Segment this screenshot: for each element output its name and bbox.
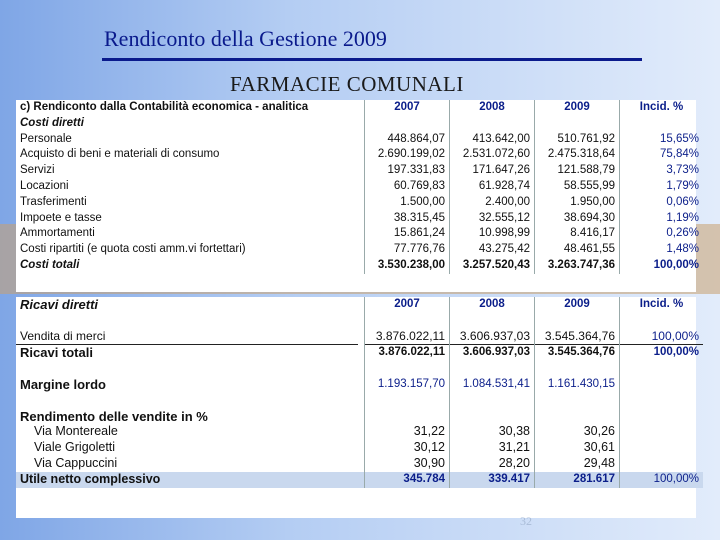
cost-2009: 38.694,30 xyxy=(535,211,620,227)
revenues-table xyxy=(16,297,703,488)
yield-2009: 29,48 xyxy=(535,456,620,472)
yield-label: Viale Grigoletti xyxy=(34,440,116,455)
cost-2008: 171.647,26 xyxy=(450,163,535,179)
cost-2009: 1.950,00 xyxy=(535,195,620,211)
cost-2008: 2.400,00 xyxy=(450,195,535,211)
yield-2007: 30,90 xyxy=(365,456,450,472)
cost-incid: 3,73% xyxy=(620,163,704,179)
cost-2008: 43.275,42 xyxy=(450,242,535,258)
net-profit-2007: 345.784 xyxy=(365,472,450,488)
revenues-total-2007: 3.876.022,11 xyxy=(365,345,450,361)
cost-2008: 10.998,99 xyxy=(450,226,535,242)
cost-2009: 121.588,79 xyxy=(535,163,620,179)
net-profit-2009: 281.617 xyxy=(535,472,620,488)
costs-total-2008: 3.257.520,43 xyxy=(450,258,535,274)
margin-2009: 1.161.430,15 xyxy=(535,377,620,393)
cost-row xyxy=(16,163,703,179)
margin-label: Margine lordo xyxy=(20,376,106,392)
cost-label: Impoete e tasse xyxy=(20,211,102,224)
cost-2008: 413.642,00 xyxy=(450,132,535,148)
cost-incid: 0,26% xyxy=(620,226,704,242)
cost-label: Trasferimenti xyxy=(20,195,87,208)
cost-incid: 1,19% xyxy=(620,211,704,227)
rev-col-header-2009: 2009 xyxy=(535,297,620,313)
revenues-total-2008: 3.606.937,03 xyxy=(450,345,535,361)
cost-2007: 77.776,76 xyxy=(365,242,450,258)
revenues-heading-row xyxy=(16,297,703,313)
costs-total-2009: 3.263.747,36 xyxy=(535,258,620,274)
col-header-2009: 2009 xyxy=(535,100,620,116)
cost-2007: 448.864,07 xyxy=(365,132,450,148)
cost-2007: 1.500,00 xyxy=(365,195,450,211)
costs-total-label: Costi totali xyxy=(20,258,80,271)
rev-col-header-incid: Incid. % xyxy=(620,297,704,313)
revenues-table-panel xyxy=(16,297,699,518)
rev-col-header-2008: 2008 xyxy=(450,297,535,313)
cost-label: Ammortamenti xyxy=(20,227,95,240)
yield-2009: 30,26 xyxy=(535,424,620,440)
cost-row xyxy=(16,179,703,195)
cost-2009: 8.416,17 xyxy=(535,226,620,242)
cost-2008: 32.555,12 xyxy=(450,211,535,227)
page-number: 32 xyxy=(520,514,532,528)
yield-2008: 31,21 xyxy=(450,440,535,456)
cost-row xyxy=(16,211,703,227)
yield-row xyxy=(16,424,703,440)
yield-row xyxy=(16,456,703,472)
cost-incid: 15,65% xyxy=(620,132,704,148)
costs-total-row xyxy=(16,258,703,274)
cost-2007: 38.315,45 xyxy=(365,211,450,227)
cost-row xyxy=(16,242,703,258)
cost-2009: 48.461,55 xyxy=(535,242,620,258)
cost-2007: 60.769,83 xyxy=(365,179,450,195)
net-profit-2008: 339.417 xyxy=(450,472,535,488)
revenues-total-incid: 100,00% xyxy=(620,345,704,361)
revenues-total-label: Ricavi totali xyxy=(16,345,358,361)
yield-incid xyxy=(620,440,704,456)
cost-row xyxy=(16,195,703,211)
sales-incid: 100,00% xyxy=(620,329,704,345)
costs-table xyxy=(16,100,703,274)
sales-2009: 3.545.364,76 xyxy=(535,329,620,345)
revenues-total-row xyxy=(16,345,703,361)
margin-2007: 1.193.157,70 xyxy=(365,377,450,393)
slide-title: Rendiconto della Gestione 2009 xyxy=(104,26,387,51)
revenues-table-heading: Ricavi diretti xyxy=(20,297,99,312)
cost-2007: 197.331,83 xyxy=(365,163,450,179)
spacer-row xyxy=(16,361,703,377)
yield-2008: 30,38 xyxy=(450,424,535,440)
cost-row xyxy=(16,147,703,163)
col-header-2007: 2007 xyxy=(365,100,450,116)
col-header-incid: Incid. % xyxy=(620,100,704,116)
col-header-2008: 2008 xyxy=(450,100,535,116)
slide-subtitle: FARMACIE COMUNALI xyxy=(230,72,464,96)
yield-label: Via Montereale xyxy=(34,424,118,439)
cost-label: Personale xyxy=(20,132,72,145)
costs-heading-row xyxy=(16,100,703,116)
costs-table-heading: c) Rendiconto dalla Contabilità economica - analitica xyxy=(20,101,309,113)
cost-row xyxy=(16,132,703,148)
costs-total-incid: 100,00% xyxy=(620,258,704,274)
yield-heading-row xyxy=(16,409,703,425)
sales-row xyxy=(16,329,703,345)
cost-label: Locazioni xyxy=(20,179,69,192)
net-profit-label: Utile netto complessivo xyxy=(16,472,358,488)
sales-2008: 3.606.937,03 xyxy=(450,329,535,345)
cost-2007: 2.690.199,02 xyxy=(365,147,450,163)
cost-2009: 58.555,99 xyxy=(535,179,620,195)
cost-incid: 1,79% xyxy=(620,179,704,195)
cost-incid: 0,06% xyxy=(620,195,704,211)
yield-incid xyxy=(620,456,704,472)
costs-group-row xyxy=(16,116,703,132)
cost-incid: 1,48% xyxy=(620,242,704,258)
yield-2007: 31,22 xyxy=(365,424,450,440)
costs-group-label: Costi diretti xyxy=(20,116,84,129)
cost-2009: 2.475.318,64 xyxy=(535,147,620,163)
costs-table-panel xyxy=(16,100,699,292)
spacer-row xyxy=(16,313,703,329)
cost-incid: 75,84% xyxy=(620,147,704,163)
cost-label: Acquisto di beni e materiali di consumo xyxy=(20,148,220,161)
cost-label: Costi ripartiti (e quota costi amm.vi fortettari) xyxy=(20,243,246,256)
yield-label: Via Cappuccini xyxy=(34,455,118,470)
sales-label: Vendita di merci xyxy=(20,328,106,343)
margin-2008: 1.084.531,41 xyxy=(450,377,535,393)
net-profit-incid: 100,00% xyxy=(620,472,704,488)
cost-row xyxy=(16,226,703,242)
yield-incid xyxy=(620,424,704,440)
cost-2008: 61.928,74 xyxy=(450,179,535,195)
yield-2009: 30,61 xyxy=(535,440,620,456)
yield-2007: 30,12 xyxy=(365,440,450,456)
margin-row xyxy=(16,377,703,393)
yield-heading: Rendimento delle vendite in % xyxy=(20,408,208,424)
cost-2009: 510.761,92 xyxy=(535,132,620,148)
costs-total-2007: 3.530.238,00 xyxy=(365,258,450,274)
title-underline xyxy=(102,58,642,61)
revenues-total-2009: 3.545.364,76 xyxy=(535,345,620,361)
spacer-row xyxy=(16,393,703,409)
yield-row xyxy=(16,440,703,456)
yield-2008: 28,20 xyxy=(450,456,535,472)
net-profit-row xyxy=(16,472,703,488)
cost-2008: 2.531.072,60 xyxy=(450,147,535,163)
cost-2007: 15.861,24 xyxy=(365,226,450,242)
cost-label: Servizi xyxy=(20,164,55,177)
sales-2007: 3.876.022,11 xyxy=(365,329,450,345)
rev-col-header-2007: 2007 xyxy=(365,297,450,313)
